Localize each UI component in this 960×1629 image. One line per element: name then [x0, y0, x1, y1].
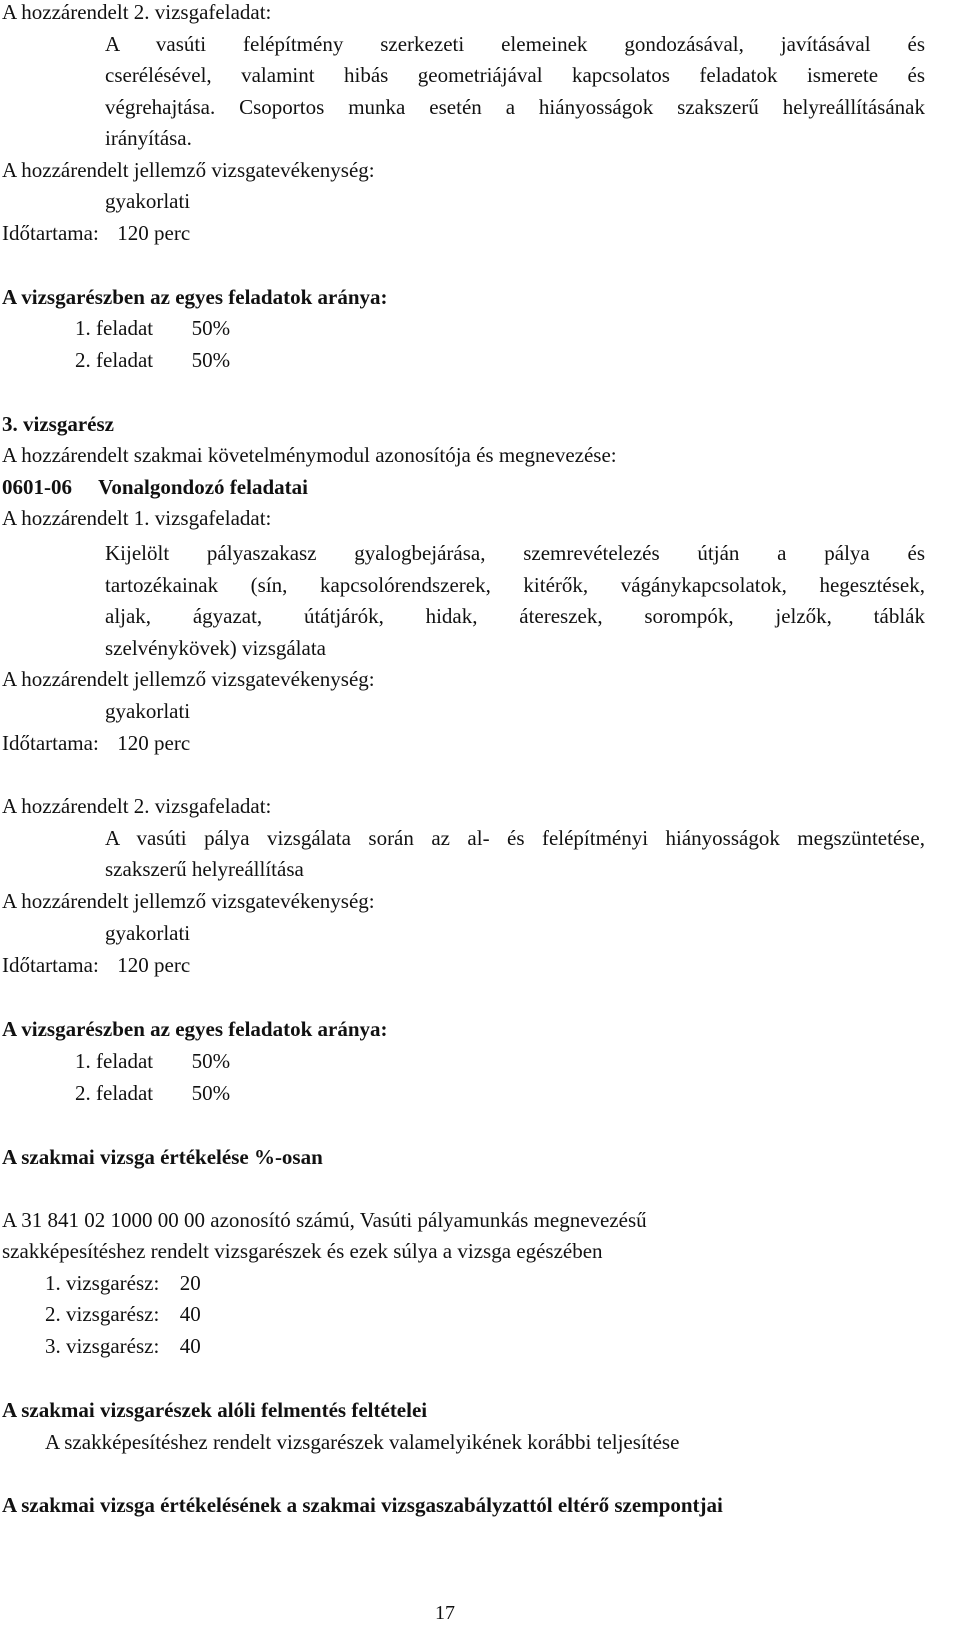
activity-label: A hozzárendelt jellemző vizsgatevékenység: [2, 889, 375, 913]
ratio-row [75, 1077, 230, 1109]
duration-row [2, 217, 190, 249]
evaluation-text-line: szakképesítéshez rendelt vizsgarészek és ezek súlya a vizsga egészében [2, 1239, 603, 1263]
ratio-value: 50% [191, 1081, 231, 1105]
evaluation-part-label: 2. vizsgarész: [45, 1302, 160, 1326]
ratio-label: 2. feladat [75, 348, 154, 372]
task-description-line: Kijelölt pályaszakasz gyalogbejárása, szemrevételezés útján a pálya és [105, 541, 925, 565]
task-description-line: A vasúti pálya vizsgálata során az al- és felépítményi hiányosságok megszüntetése, [105, 826, 925, 850]
module-name: Vonalgondozó feladatai [98, 475, 308, 499]
task-heading: A hozzárendelt 2. vizsgafeladat: [2, 794, 272, 818]
exemption-heading: A szakmai vizsgarészek alóli felmentés feltételei [2, 1398, 428, 1422]
task-description-line: tartozékainak (sín, kapcsolórendszerek, kitérők, vágánykapcsolatok, hegesztések, [105, 573, 925, 597]
duration-label: Időtartama: [2, 953, 99, 977]
evaluation-part-value: 40 [179, 1334, 201, 1358]
duration-value: 120 perc [117, 731, 191, 755]
evaluation-heading: A szakmai vizsga értékelése %-osan [2, 1145, 323, 1169]
task-heading: A hozzárendelt 2. vizsgafeladat: [2, 0, 272, 24]
evaluation-part-label: 3. vizsgarész: [45, 1334, 160, 1358]
task-description-line: szakszerű helyreállítása [105, 857, 304, 881]
duration-row [2, 949, 190, 981]
activity-label: A hozzárendelt jellemző vizsgatevékenység: [2, 158, 375, 182]
evaluation-part-value: 20 [179, 1271, 201, 1295]
evaluation-part-value: 40 [179, 1302, 201, 1326]
evaluation-part-row [45, 1298, 201, 1330]
deviation-heading: A szakmai vizsga értékelésének a szakmai vizsgaszabályzattól eltérő szempontjai [2, 1493, 723, 1517]
task-heading: A hozzárendelt 1. vizsgafeladat: [2, 506, 272, 530]
duration-label: Időtartama: [2, 731, 99, 755]
ratio-value: 50% [191, 348, 231, 372]
activity-label: A hozzárendelt jellemző vizsgatevékenység: [2, 667, 375, 691]
evaluation-text-line: A 31 841 02 1000 00 00 azonosító számú, Vasúti pályamunkás megnevezésű [2, 1208, 647, 1232]
module-code: 0601-06 [2, 475, 72, 499]
task-description-line: végrehajtása. Csoportos munka esetén a hiányosságok szakszerű helyreállításának [105, 95, 925, 119]
module-label: A hozzárendelt szakmai követelménymodul azonosítója és megnevezése: [2, 443, 617, 467]
ratio-value: 50% [191, 1049, 231, 1073]
task-description-line: szelvénykövek) vizsgálata [105, 636, 326, 660]
activity-value: gyakorlati [105, 189, 191, 213]
part-title: 3. vizsgarész [2, 412, 114, 436]
ratio-heading: A vizsgarészben az egyes feladatok aránya: [2, 1017, 388, 1041]
ratio-label: 1. feladat [75, 1049, 154, 1073]
module-row [2, 471, 308, 503]
page-number: 17 [435, 1602, 455, 1624]
task-description-line: cserélésével, valamint hibás geometriájával kapcsolatos feladatok ismerete és [105, 63, 925, 87]
ratio-row [75, 312, 230, 344]
ratio-value: 50% [191, 316, 231, 340]
task-description-line: irányítása. [105, 126, 192, 150]
duration-row [2, 727, 190, 759]
exemption-text: A szakképesítéshez rendelt vizsgarészek valamelyikének korábbi teljesítése [45, 1430, 680, 1454]
evaluation-part-row [45, 1330, 201, 1362]
ratio-label: 1. feladat [75, 316, 154, 340]
task-description-line: aljak, ágyazat, útátjárók, hidak, átereszek, sorompók, jelzők, táblák [105, 604, 925, 628]
duration-value: 120 perc [117, 953, 191, 977]
ratio-row [75, 344, 230, 376]
duration-label: Időtartama: [2, 221, 99, 245]
evaluation-part-row [45, 1267, 201, 1299]
activity-value: gyakorlati [105, 699, 191, 723]
task-description-line: A vasúti felépítmény szerkezeti elemeinek gondozásával, javításával és [105, 32, 925, 56]
ratio-label: 2. feladat [75, 1081, 154, 1105]
evaluation-part-label: 1. vizsgarész: [45, 1271, 160, 1295]
duration-value: 120 perc [117, 221, 191, 245]
ratio-row [75, 1045, 230, 1077]
ratio-heading: A vizsgarészben az egyes feladatok aránya: [2, 285, 388, 309]
activity-value: gyakorlati [105, 921, 191, 945]
